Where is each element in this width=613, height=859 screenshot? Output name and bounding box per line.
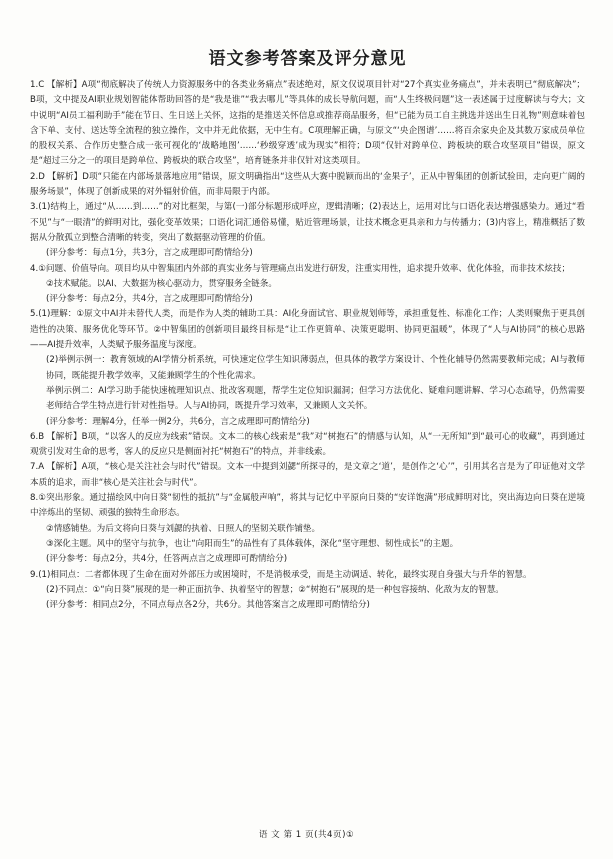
answer-subline: (2)不同点：①“向日葵”展现的是一种正面抗争、执着坚守的智慧；②“树抱石”展现的是一种包容接纳、化敌为友的智慧。 (46, 584, 504, 595)
answer-text: 3.(1)结构上，通过“从……到……”的对比框架，与第(一)部分标题形成呼应，逻辑清晰；(2)表达上，运用对比与口语化表达增强感染力。通过“看不见”与“一眼清”的鲜明对比，强化变革效果；口语化词汇通俗易懂，贴近管理场景，让技术概念更具亲和力与传播力；(3)内容上，精准概括了数据从分散孤立到整合清晰的转变，突出了数据驱动管理的价值。 (30, 202, 585, 243)
answer-text: 8.①突出形象。通过描绘风中向日葵“韧性的抵抗”与“金属般声响”，将其与记忆中平原向日葵的“安详饱满”形成鲜明对比，突出海边向日葵在逆境中淬炼出的坚韧、顽强的独特生命形态。 (30, 493, 585, 519)
answer-text: 1.C 【解析】A项“彻底解决了传统人力资源服务中的各类业务痛点”表述绝对，原文仅说项目针对“27个真实业务痛点”，并未表明已“彻底解决”；B项，文中提及AI职业规划智能体帮助回答的是“我是谁”“我去哪儿”等具体的成长导航问题，而“人生终极问题”这一表述属于过度解读与夸大；文中说明“AI员工福利助手”能在节日、生日送上关怀，这指的是推送关怀信息或推荐商品服务，但“已能为员工自主挑选并送出生日礼物”则意味着包含下单、支付、送达等全流程的独立操作，文中并无此依据，无中生有。C项理解正确，与原文“‘央企图谱’……将百余家央企及其数万家成员单位的股权关系、合作历史整合成一张可视化的‘战略地图’……‘秒级穿透’成为现实”相符；D项“仅针对跨单位、跨板块的联合攻坚项目”错误，原文是“超过三分之一的项目是跨单位、跨板块的联合攻坚”，培育链条并非仅针对这类项目。 (30, 80, 585, 167)
answer-item (30, 170, 585, 201)
answer-text: 4.①问题、价值导向。项目均从中智集团内外部的真实业务与管理痛点出发进行研发，注重实用性，追求提升效率、优化体验，而非技术炫技； (30, 263, 571, 274)
answer-subline: ③深化主题。风中的坚守与抗争，也让“向阳而生”的品性有了具体载体，深化“坚守理想、韧性成长”的主题。 (46, 538, 459, 549)
answer-item (30, 307, 585, 429)
answer-subline: ②技术赋能。以AI、大数据为核心驱动力，贯穿服务全链条。 (46, 278, 277, 289)
answer-subline: (评分参考：每点2分，共4分，任答两点言之成理即可酌情给分) (46, 554, 288, 565)
page-title: 语文参考答案及评分意见 (208, 49, 407, 69)
page-footer: 语 文 第 1 页(共4页)① (258, 830, 355, 840)
answer-text: 2.D 【解析】D项“只能在内部场景落地应用”错误，原文明确指出“这些从大赛中脱颖而出的‘金果子’，正从中智集团的创新试验田，走向更广阔的服务场景”，体现了创新成果的对外辐射价值，而非局限于内部。 (30, 171, 585, 198)
answer-text: 7.A 【解析】A项，“核心是关注社会与时代”错误。文本一中提到刘勰“所探寻的，是文章之‘道’，是创作之‘心’”，引用其名言是为了印证他对文学本质的追求，而非“核心是关注社会与时代”。 (30, 462, 585, 488)
answer-item (30, 200, 585, 261)
answer-text: 9.(1)相同点：二者都体现了生命在面对外部压力或困境时，不是消极承受，而是主动调适、转化，最终实现自身强大与升华的智慧。 (30, 569, 532, 580)
answer-subline: (评分参考：相同点2分，不同点每点各2分，共6分。其他答案言之成理即可酌情给分) (46, 600, 370, 611)
answer-subline: (评分参考：理解4分，任举一例2分，共6分，言之成理即可酌情给分) (46, 416, 310, 427)
answer-subline: (2)举例示例一：教育领域的AI学情分析系统，可快速定位学生知识薄弱点，但具体的教学方案设计、个性化辅导仍然需要教师完成；AI与教师协同，既能提升教学效率，又能兼顾学生的个性化需求。 (46, 355, 585, 381)
answer-item (30, 460, 585, 491)
answer-item (30, 491, 585, 567)
answer-item (30, 262, 585, 308)
answer-subline: (评分参考：每点2分，共4分，言之成理即可酌情给分) (46, 294, 253, 305)
answer-subline: ②情感铺垫。为后文将向日葵与刘勰的执着、日照人的坚韧关联作铺垫。 (46, 523, 321, 534)
answer-item (30, 568, 585, 614)
answer-list (30, 78, 585, 613)
answer-text: 6.B 【解析】B项，“以客人的反应为线索”错误。文本二的核心线索是“我”对“树抱石”的情感与认知，从“一无所知”到“最可心的收藏”，再到通过观赏引发对生命的思考，客人的反应只是侧面衬托“树抱石”的特点，并非线索。 (30, 431, 585, 458)
answer-item (30, 78, 585, 170)
answer-subline: 举例示例二：AI学习助手能快速梳理知识点、批改客观题，帮学生定位知识漏洞；但学习方法优化、疑难问题讲解、学习心态疏导，仍然需要老师结合学生特点进行针对性指导。人与AI协同，既提升学习效率，又兼顾人文关怀。 (46, 385, 585, 412)
answer-text: 5.(1)理解：①原文中AI并未替代人类，而是作为人类的辅助工具：AI化身面试官、职业规划师等，承担重复性、标准化工作；人类则聚焦于更具创造性的决策、服务优化等环节。②中智集团的创新项目最终目标是“让工作更简单、决策更聪明、协同更温暖”，体现了“人与AI协同”的核心思路——AI提升效率，人类赋予服务温度与深度。 (30, 309, 585, 351)
answer-subline: (评分参考：每点1分，共3分，言之成理即可酌情给分) (46, 248, 253, 259)
answer-item (30, 430, 585, 461)
